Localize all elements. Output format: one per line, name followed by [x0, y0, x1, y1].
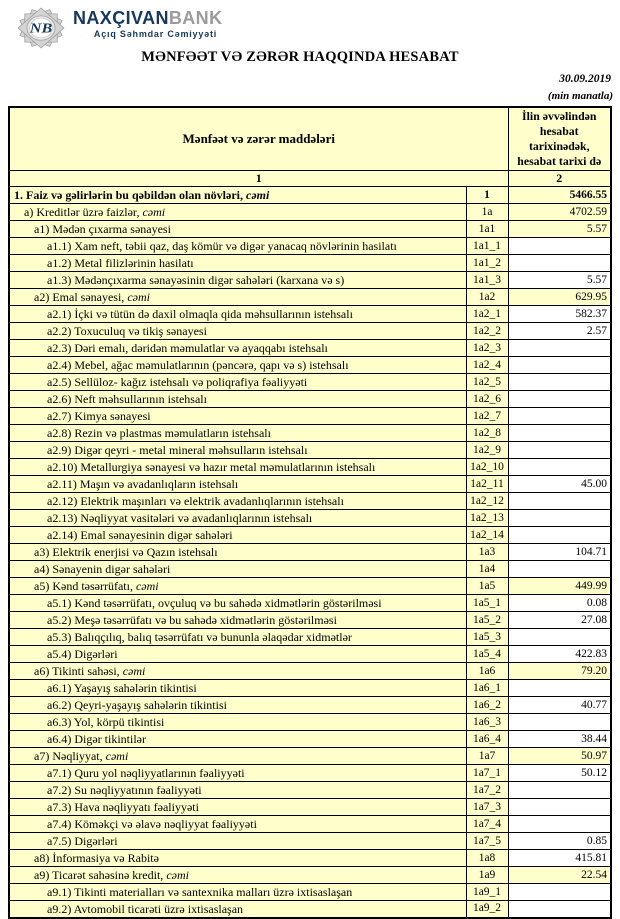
row-value-cell [508, 357, 611, 374]
row-value-cell [508, 680, 611, 697]
item-label-cell [9, 510, 466, 527]
item-label-cell [9, 425, 466, 442]
row-value-cell: 79.20 [508, 663, 611, 680]
row-code-cell: 1a6 [466, 663, 508, 680]
row-code-cell: 1a7_5 [466, 833, 508, 850]
table-row [9, 374, 611, 391]
row-value-cell: 50.97 [508, 748, 611, 765]
row-value-cell [508, 561, 611, 578]
item-label-cell [9, 493, 466, 510]
table-row [9, 510, 611, 527]
item-label-cell [9, 561, 466, 578]
table-row [9, 425, 611, 442]
column-number-row [9, 171, 611, 187]
item-label-cell [9, 697, 466, 714]
item-label: a2.13) Nəqliyyat vasitələri və avadanlıqlarının istehsalı [47, 511, 313, 526]
item-label-cell [9, 595, 466, 612]
row-value-cell: 5.57 [508, 221, 611, 238]
row-value-cell: 422.83 [508, 646, 611, 663]
row-value-cell [508, 714, 611, 731]
row-code-cell: 1a3 [466, 544, 508, 561]
row-value-cell: 4702.59 [508, 204, 611, 221]
item-label-italic-suffix: cəmi [122, 664, 146, 679]
item-label: a2.8) Rezin və plastmas məmulatların istehsalı [47, 426, 271, 441]
item-label: a3) Elektrik enerjisi və Qazın istehsalı [34, 545, 218, 560]
row-value-cell: 38.44 [508, 731, 611, 748]
row-value-cell: 104.71 [508, 544, 611, 561]
row-code-cell: 1a1 [466, 221, 508, 238]
row-code-cell: 1 [466, 187, 508, 204]
item-label-cell [9, 850, 466, 867]
table-row [9, 748, 611, 765]
item-label-cell [9, 748, 466, 765]
item-label: a1.3) Mədənçıxarma sənayəsinin digər sahələri (karxana və s) [47, 273, 345, 288]
item-label: a7.4) Köməkçi və əlavə nəqliyyat fəaliyyəti [47, 817, 257, 832]
table-row [9, 289, 611, 306]
row-code-cell: 1a1_1 [466, 238, 508, 255]
row-code-cell: 1a2_10 [466, 459, 508, 476]
item-label: a5.1) Kənd təsərrüfatı, ovçuluq və bu sahədə xidmətlərin göstərilməsi [47, 596, 382, 611]
item-label-italic-suffix: cəmi [246, 188, 270, 203]
table-row [9, 680, 611, 697]
row-value-cell: 415.81 [508, 850, 611, 867]
table-row [9, 595, 611, 612]
item-label: a2.10) Metallurgiya sənayesi və hazır metal məmulatlarının istehsalı [47, 460, 376, 475]
item-label: a2.12) Elektrik maşınları və elektrik avadanlıqlarının istehsalı [47, 494, 344, 509]
item-label: a6.2) Qeyri-yaşayış sahələrin tikintisi [47, 698, 227, 713]
table-row [9, 850, 611, 867]
item-label-cell [9, 357, 466, 374]
row-value-cell [508, 459, 611, 476]
item-label-italic-suffix: cəmi [135, 579, 159, 594]
row-value-cell [508, 799, 611, 816]
item-label-cell [9, 323, 466, 340]
table-row [9, 357, 611, 374]
item-label: a5.2) Meşə təsərrüfatı və bu sahədə xidmətlərin göstərilməsi [47, 613, 337, 628]
item-label-cell [9, 289, 466, 306]
item-label-cell [9, 221, 466, 238]
row-value-cell [508, 782, 611, 799]
table-row [9, 272, 611, 289]
item-label-cell [9, 765, 466, 782]
row-value-cell [508, 340, 611, 357]
item-label: a9.2) Avtomobil ticarəti üzrə ixtisaslaşan [47, 902, 244, 917]
item-label-cell [9, 459, 466, 476]
row-value-cell [508, 884, 611, 901]
row-code-cell: 1a2_12 [466, 493, 508, 510]
row-value-cell [508, 442, 611, 459]
row-value-cell [508, 255, 611, 272]
table-row [9, 255, 611, 272]
brand-name-secondary: BANK [168, 8, 223, 28]
row-code-cell: 1a6_4 [466, 731, 508, 748]
table-row [9, 714, 611, 731]
table-row [9, 391, 611, 408]
row-value-cell: 629.95 [508, 289, 611, 306]
row-value-cell [508, 901, 611, 918]
row-code-cell: 1a7_3 [466, 799, 508, 816]
row-value-cell: 5.57 [508, 272, 611, 289]
item-label-cell [9, 306, 466, 323]
item-label: a9) Ticarət sahəsinə kredit, [34, 868, 167, 883]
row-code-cell: 1a4 [466, 561, 508, 578]
item-label-italic-suffix: cəmi [127, 290, 150, 305]
row-code-cell: 1a9_2 [466, 901, 508, 918]
value-column-header: İlin əvvəlindən hesabat tarixinədək, hesabat tarixi də [508, 107, 611, 171]
bank-tagline: Açıq Səhmdar Cəmiyyəti [93, 28, 218, 39]
item-label: a) Kreditlər üzrə faizlər, [24, 205, 143, 220]
table-row [9, 442, 611, 459]
item-label-italic-suffix: cəmi [105, 749, 129, 764]
table-row [9, 527, 611, 544]
item-label-cell [9, 646, 466, 663]
table-row [9, 238, 611, 255]
row-code-cell: 1a2_7 [466, 408, 508, 425]
item-label-cell [9, 714, 466, 731]
row-value-cell: 50.12 [508, 765, 611, 782]
item-label-cell [9, 238, 466, 255]
table-row [9, 816, 611, 833]
item-label: a5.3) Balıqçılıq, balıq təsərrüfatı və bununla əlaqədar xidmətlər [47, 630, 352, 645]
row-code-cell: 1a5_3 [466, 629, 508, 646]
bank-wordmark [73, 9, 273, 39]
row-value-cell: 0.08 [508, 595, 611, 612]
item-label-cell [9, 612, 466, 629]
row-value-cell [508, 816, 611, 833]
row-code-cell: 1a2_1 [466, 306, 508, 323]
item-label-cell [9, 578, 466, 595]
table-row [9, 901, 611, 918]
item-label: a7.2) Su nəqliyyatının fəaliyyəti [47, 783, 202, 798]
item-label: a9.1) Tikinti materialları və santexnika malları üzrə ixtisaslaşan [47, 885, 353, 900]
item-label: a6.3) Yol, körpü tikintisi [47, 715, 165, 730]
bank-seal-icon [16, 5, 66, 51]
unit-note: (min manatla) [547, 90, 613, 102]
item-label: a1.1) Xam neft, təbii qaz, daş kömür və digər yanacaq növlərinin hasilatı [47, 239, 397, 254]
row-value-cell [508, 493, 611, 510]
table-row [9, 646, 611, 663]
table-row [9, 493, 611, 510]
item-label: a2) Emal sənayesi, [34, 290, 128, 305]
row-code-cell: 1a2_3 [466, 340, 508, 357]
table-row [9, 544, 611, 561]
item-label: a1) Mədən çıxarma sənayesi [34, 222, 171, 237]
item-label-italic-suffix: cəmi [142, 205, 166, 220]
row-value-cell [508, 374, 611, 391]
item-label-cell [9, 272, 466, 289]
item-label: a6) Tikinti sahəsi, [34, 664, 123, 679]
table-row [9, 833, 611, 850]
row-code-cell: 1a7_2 [466, 782, 508, 799]
row-value-cell [508, 527, 611, 544]
table-row [9, 187, 611, 204]
table-row [9, 765, 611, 782]
item-label: a6.4) Digər tikintilər [47, 732, 146, 747]
item-label-cell [9, 816, 466, 833]
row-code-cell: 1a2_9 [466, 442, 508, 459]
row-code-cell: 1a2_13 [466, 510, 508, 527]
item-label-cell [9, 799, 466, 816]
item-label-cell [9, 901, 466, 918]
table-row [9, 476, 611, 493]
row-code-cell: 1a2 [466, 289, 508, 306]
item-label-italic-suffix: cəmi [166, 868, 189, 883]
row-code-cell: 1a7_4 [466, 816, 508, 833]
row-value-cell [508, 391, 611, 408]
row-code-cell: 1a2_2 [466, 323, 508, 340]
item-label-cell [9, 187, 466, 204]
item-label: a2.1) İçki və tütün də daxil olmaqla qida məhsullarının istehsalı [47, 307, 353, 322]
table-row [9, 578, 611, 595]
item-label: a7.5) Digərləri [47, 834, 118, 849]
table-header-row [9, 107, 611, 171]
row-code-cell: 1a8 [466, 850, 508, 867]
item-label: a1.2) Metal filizlərinin hasilatı [47, 256, 194, 271]
row-code-cell: 1a1_3 [466, 272, 508, 289]
row-code-cell: 1a5 [466, 578, 508, 595]
row-value-cell: 449.99 [508, 578, 611, 595]
items-column-number: 1 [9, 171, 508, 187]
row-value-cell: 22.54 [508, 867, 611, 884]
table-row [9, 408, 611, 425]
table-row [9, 867, 611, 884]
row-value-cell: 45.00 [508, 476, 611, 493]
item-label: a6.1) Yaşayış sahələrin tikintisi [47, 681, 197, 696]
row-code-cell: 1a [466, 204, 508, 221]
item-label-cell [9, 680, 466, 697]
row-code-cell: 1a2_14 [466, 527, 508, 544]
item-label-cell [9, 374, 466, 391]
item-label: 1. Faiz və gəlirlərin bu qəbildən olan növləri, [14, 188, 246, 203]
row-value-cell: 40.77 [508, 697, 611, 714]
item-label-cell [9, 476, 466, 493]
row-value-cell: 27.08 [508, 612, 611, 629]
table-row [9, 731, 611, 748]
table-row [9, 306, 611, 323]
item-label-cell [9, 867, 466, 884]
item-label-cell [9, 255, 466, 272]
row-value-cell: 2.57 [508, 323, 611, 340]
item-label: a2.6) Neft məhsullarının istehsalı [47, 392, 207, 407]
item-label-cell [9, 782, 466, 799]
row-code-cell: 1a2_11 [466, 476, 508, 493]
item-label-cell [9, 833, 466, 850]
row-code-cell: 1a6_2 [466, 697, 508, 714]
item-label: a2.3) Dəri emalı, dəridən məmulatlar və ayaqqabı istehsalı [47, 341, 328, 356]
row-code-cell: 1a1_2 [466, 255, 508, 272]
item-label: a5) Kənd təsərrüfatı, [34, 579, 136, 594]
brand-name-primary: NAXÇIVAN [73, 8, 169, 28]
item-label-cell [9, 544, 466, 561]
row-code-cell: 1a7 [466, 748, 508, 765]
item-label-cell [9, 442, 466, 459]
row-value-cell [508, 629, 611, 646]
item-label-cell [9, 391, 466, 408]
table-row [9, 340, 611, 357]
row-value-cell: 582.37 [508, 306, 611, 323]
item-label: a2.4) Mebel, ağac məmulatlarının (pəncərə, qapı və s) istehsalı [47, 358, 349, 373]
table-row [9, 612, 611, 629]
row-code-cell: 1a6_1 [466, 680, 508, 697]
row-code-cell: 1a6_3 [466, 714, 508, 731]
table-row [9, 459, 611, 476]
item-label: a7.3) Hava nəqliyyatı fəaliyyəti [47, 800, 199, 815]
item-label-cell [9, 663, 466, 680]
row-value-cell [508, 238, 611, 255]
row-code-cell: 1a2_6 [466, 391, 508, 408]
bank-monogram: NB [29, 20, 53, 37]
table-row [9, 663, 611, 680]
table-row [9, 561, 611, 578]
row-code-cell: 1a2_8 [466, 425, 508, 442]
table-row [9, 204, 611, 221]
item-label: a8) İnformasiya və Rabitə [34, 851, 159, 866]
row-code-cell: 1a5_2 [466, 612, 508, 629]
row-value-cell [508, 425, 611, 442]
item-label: a5.4) Digərləri [47, 647, 118, 662]
row-value-cell [508, 408, 611, 425]
table-row [9, 697, 611, 714]
table-row [9, 323, 611, 340]
item-label-cell [9, 408, 466, 425]
document-title: MƏNFƏƏT VƏ ZƏRƏR HAQQINDA HESABAT [141, 49, 459, 65]
item-label-cell [9, 204, 466, 221]
row-code-cell: 1a5_4 [466, 646, 508, 663]
row-code-cell: 1a5_1 [466, 595, 508, 612]
item-label: a7.1) Quru yol nəqliyyatlarının fəaliyyəti [47, 766, 245, 781]
row-value-cell: 0.85 [508, 833, 611, 850]
row-code-cell: 1a7_1 [466, 765, 508, 782]
row-code-cell: 1a9_1 [466, 884, 508, 901]
item-label-cell [9, 731, 466, 748]
item-label-cell [9, 629, 466, 646]
row-value-cell: 5466.55 [508, 187, 611, 204]
row-code-cell: 1a9 [466, 867, 508, 884]
table-row [9, 884, 611, 901]
item-label: a4) Sənayenin digər sahələri [34, 562, 171, 577]
item-label: a2.14) Emal sənayesinin digər sahələri [47, 528, 233, 543]
profit-loss-table [8, 106, 612, 919]
item-label: a2.9) Digər qeyri - metal mineral məhsulların istehsalı [47, 443, 308, 458]
items-column-header: Mənfəət və zərər maddələri [9, 107, 508, 171]
item-label: a7) Nəqliyyat, [34, 749, 106, 764]
item-label-cell [9, 527, 466, 544]
value-column-number: 2 [508, 171, 611, 187]
item-label: a2.2) Toxuculuq və tikiş sənayesi [47, 324, 207, 339]
table-row [9, 629, 611, 646]
item-label-cell [9, 884, 466, 901]
table-row [9, 221, 611, 238]
row-code-cell: 1a2_5 [466, 374, 508, 391]
row-value-cell [508, 510, 611, 527]
table-row [9, 782, 611, 799]
item-label: a2.11) Maşın və avadanlıqların istehsalı [47, 477, 239, 492]
report-date: 30.09.2019 [559, 73, 611, 85]
item-label: a2.5) Sellüloz- kağız istehsalı və poliqrafiya fəaliyyəti [47, 375, 308, 390]
table-row [9, 799, 611, 816]
row-code-cell: 1a2_4 [466, 357, 508, 374]
item-label: a2.7) Kimya sənayesi [47, 409, 151, 424]
item-label-cell [9, 340, 466, 357]
